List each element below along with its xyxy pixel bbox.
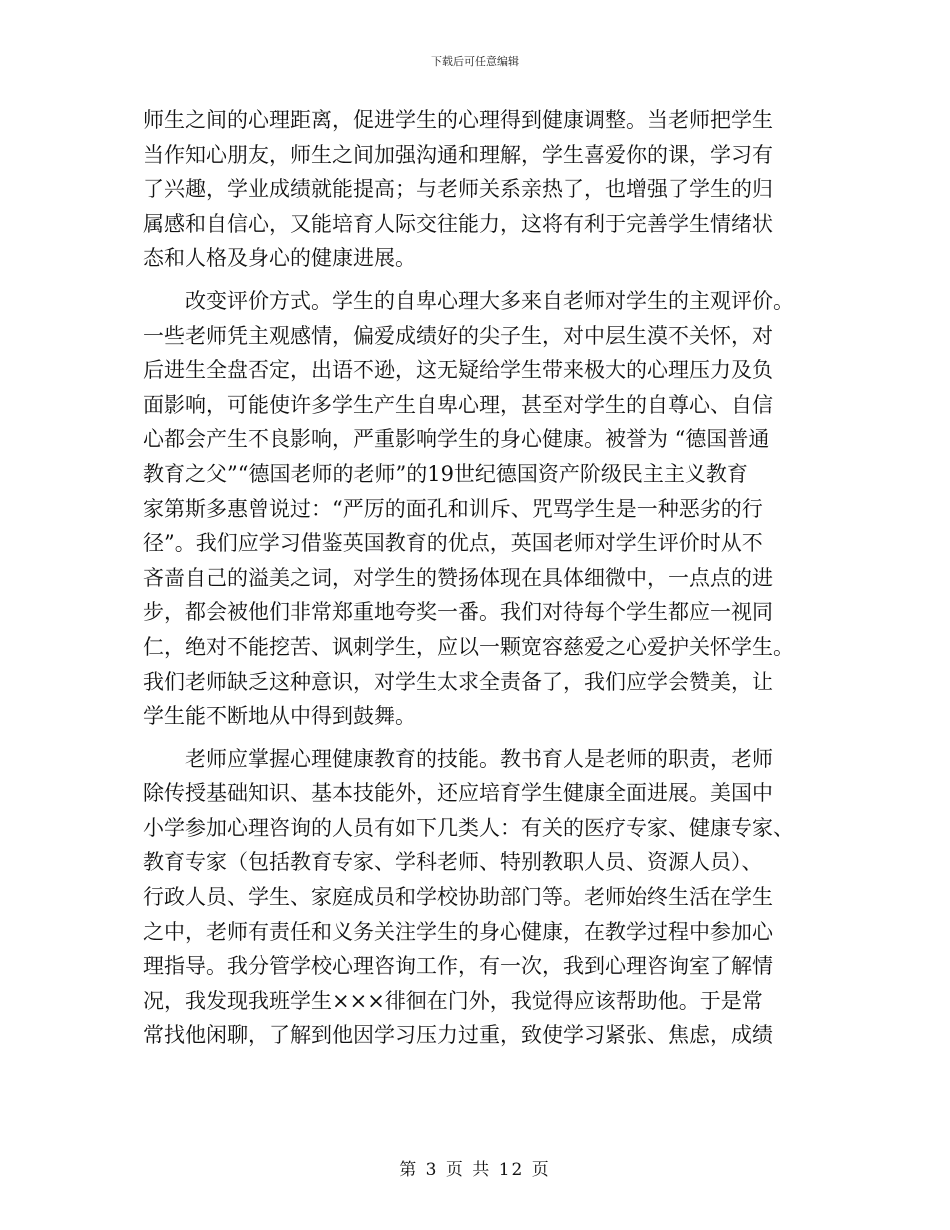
paragraph-2 [143, 284, 811, 734]
body-text [143, 103, 811, 1053]
text-line: 吝啬自己的溢美之词，对学生的赞扬体现在具体细微中，一点点的进 [143, 565, 773, 590]
text-line: 改变评价方式。学生的自卑心理大多来自老师对学生的主观评价。 [185, 288, 794, 313]
text-line: 理指导。我分管学校心理咨询工作，有一次，我到心理咨询室了解情 [143, 954, 773, 979]
paragraph-1 [143, 103, 811, 276]
text-line: 属感和自信心，又能培育人际交往能力，这将有利于完善学生情绪状 [143, 211, 773, 236]
text-line: 除传授基础知识、基本技能外，还应培育学生健康全面进展。美国中 [143, 781, 773, 806]
text-line: 教育之父”“德国老师的老师”的19世纪德国资产阶级民主主义教育 [143, 461, 748, 486]
text-line: 常找他闲聊，了解到他因学习压力过重，致使学习紧张、焦虑，成绩 [143, 1023, 773, 1048]
text-line: 老师应掌握心理健康教育的技能。教书育人是老师的职责，老师 [185, 746, 773, 771]
text-line: 当作知心朋友，师生之间加强沟通和理解，学生喜爱你的课，学习有 [143, 142, 773, 167]
text-line: 师生之间的心理距离，促进学生的心理得到健康调整。当老师把学生 [143, 108, 773, 132]
text-line: 学生能不断地从中得到鼓舞。 [143, 704, 416, 729]
page-footer: 第 3 页 共 12 页 [399, 1160, 551, 1180]
text-line: 小学参加心理咨询的人员有如下几类人：有关的医疗专家、健康专家、 [143, 815, 794, 840]
text-line: 面影响，可能使许多学生产生自卑心理，甚至对学生的自尊心、自信 [143, 392, 773, 417]
text-line: 一些老师凭主观感情，偏爱成绩好的尖子生，对中层生漠不关怀，对 [143, 323, 773, 348]
text-line: 态和人格及身心的健康进展。 [143, 246, 416, 271]
text-line: 了兴趣，学业成绩就能提高；与老师关系亲热了，也增强了学生的归 [143, 177, 773, 202]
text-line: 之中，老师有责任和义务关注学生的身心健康，在教学过程中参加心 [143, 919, 773, 944]
text-line: 况，我发现我班学生×××徘徊在门外，我觉得应该帮助他。于是常 [143, 988, 763, 1013]
text-line: 步，都会被他们非常郑重地夸奖一番。我们对待每个学生都应一视同 [143, 600, 773, 625]
text-line: 径”。我们应学习借鉴英国教育的优点，英国老师对学生评价时从不 [143, 531, 763, 556]
text-line: 心都会产生不良影响，严重影响学生的身心健康。被誉为 “德国普通 [143, 427, 770, 452]
text-line: 我们老师缺乏这种意识，对学生太求全责备了，我们应学会赞美，让 [143, 669, 773, 694]
paragraph-3 [143, 742, 811, 1053]
text-line: 行政人员、学生、家庭成员和学校协助部门等。老师始终生活在学生 [143, 885, 773, 910]
text-line: 仁，绝对不能挖苦、讽刺学生，应以一颗宽容慈爱之心爱护关怀学生。 [143, 634, 794, 659]
page-header: 下载后可任意编辑 [431, 55, 519, 68]
text-line: 家第斯多惠曾说过：“严厉的面孔和训斥、咒骂学生是一种恶劣的行 [143, 496, 763, 521]
text-line: 后进生全盘否定，出语不逊，这无疑给学生带来极大的心理压力及负 [143, 358, 773, 383]
text-line: 教育专家（包括教育专家、学科老师、特别教职人员、资源人员）、 [143, 850, 763, 875]
